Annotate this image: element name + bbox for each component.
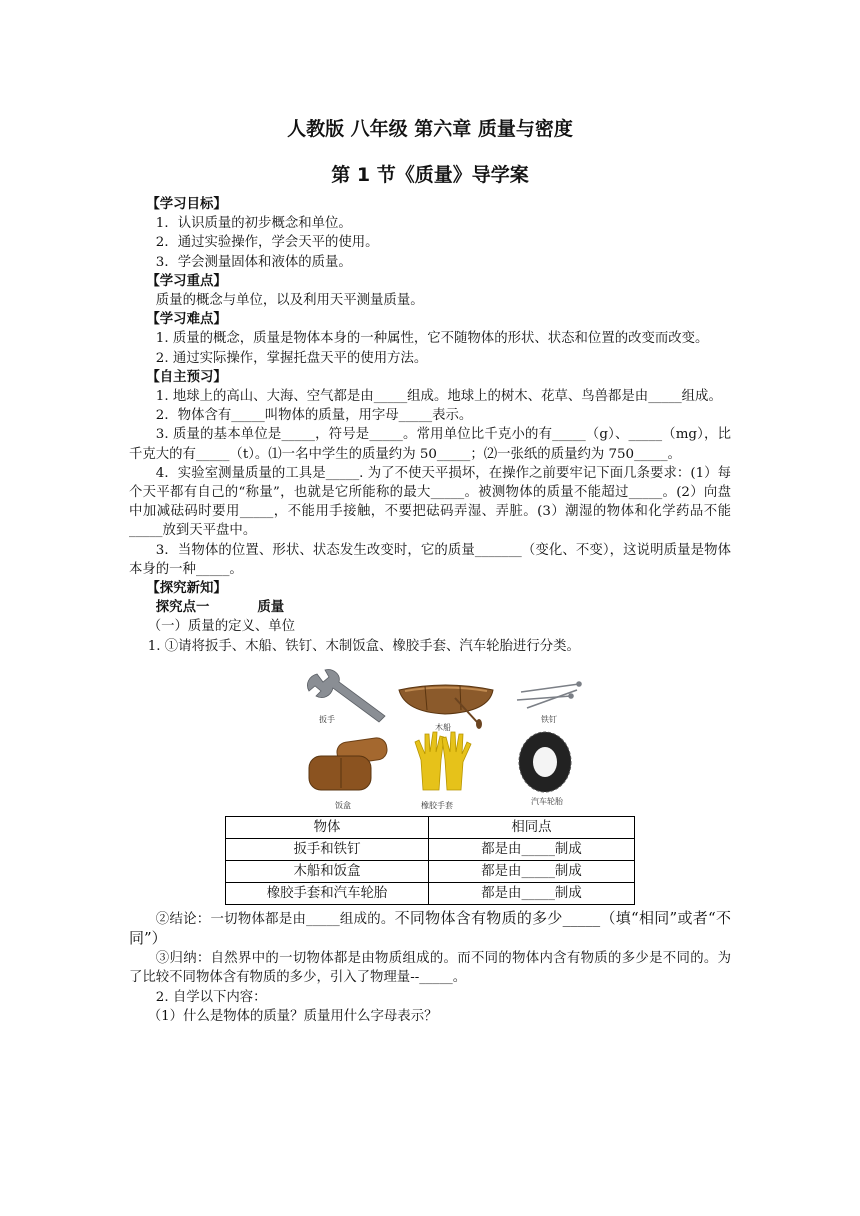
preview-heading: 【自主预习】 (146, 368, 227, 385)
difficult-points-heading: 【学习难点】 (146, 311, 227, 328)
summary: ③归纳：自然界中的一切物体都是由物质组成的。而不同的物体内含有物质的多少是不同的。为了比较不同物体含有物质的多少，引入了物理量--_____。 (129, 951, 731, 986)
table-cell: 都是由_____制成 (429, 838, 635, 860)
key-points-text: 质量的概念与单位，以及利用天平测量质量。 (155, 293, 424, 309)
objective-item: 1．认识质量的初步概念和单位。 (155, 216, 352, 232)
objects-illustration (295, 664, 591, 812)
preview-item: 1. 地球上的高山、大海、空气都是由_____组成。地球上的树木、花草、鸟兽都是由_____组成。 (155, 389, 722, 405)
table-header-row (226, 816, 635, 838)
table-header-cell: 物体 (226, 816, 429, 838)
preview-item: 3．当物体的位置、形状、状态发生改变时，它的质量_______（变化、不变），这说明质量是物体本身的一种_____。 (129, 542, 731, 577)
preview-item: 4．实验室测量质量的工具是_____. 为了不使天平损坏，在操作之前要牢记下面几条要求：(1）每个天平都有自己的“称量”，也就是它所能称的最大_____。被测物体的质量不能超过_____。(2）向盘中加减砝码时要用_____，不能用手接触，不要把砝码弄湿、弄脏。(3）潮湿的物体和化学药品不能_____放到天平盘中。 (129, 465, 731, 539)
conclusion-part-b: 不同物体含有物质的多少_____（填“相同”或者“不同”） (129, 908, 731, 948)
table-cell: 扳手和铁钉 (226, 838, 429, 860)
figure-label-wrench: 扳手 (319, 714, 335, 724)
table-cell: 橡胶手套和汽车轮胎 (226, 882, 429, 904)
figure-label-boat: 木船 (435, 722, 451, 732)
table-cell: 都是由_____制成 (429, 860, 635, 882)
document-title: 人教版 八年级 第六章 质量与密度 (287, 118, 573, 140)
lunchbox-icon (309, 737, 388, 790)
explore-point (129, 598, 731, 617)
objects-figure (295, 664, 591, 812)
table-header-cell: 相同点 (429, 816, 635, 838)
comparison-table (225, 816, 635, 905)
explore-point-label: 探究点一 (155, 599, 210, 616)
table-cell: 木船和饭盒 (226, 860, 429, 882)
table-row (226, 838, 635, 860)
explore-heading: 【探究新知】 (146, 580, 227, 597)
table-row (226, 860, 635, 882)
objective-item: 2．通过实验操作，学会天平的使用。 (155, 235, 379, 251)
question-2-1: （1）什么是物体的质量？质量用什么字母表示？ (147, 1008, 438, 1024)
figure-label-lunchbox: 饭盒 (335, 800, 351, 810)
document-subtitle: 第 1 节《质量》导学案 (331, 164, 529, 186)
conclusion (129, 909, 731, 949)
explore-point-topic: 质量 (257, 599, 285, 616)
question-1: 1. ①请将扳手、木船、铁钉、木制饭盒、橡胶手套、汽车轮胎进行分类。 (147, 638, 580, 654)
question-2: 2. 自学以下内容： (155, 989, 267, 1005)
document-body (129, 195, 731, 1026)
figure-label-tire: 汽车轮胎 (531, 796, 563, 806)
table-row (226, 882, 635, 904)
objective-item: 3．学会测量固体和液体的质量。 (155, 254, 352, 270)
difficult-item: 2. 通过实际操作，掌握托盘天平的使用方法。 (155, 350, 428, 366)
objectives-heading: 【学习目标】 (146, 196, 227, 212)
conclusion-part-a: ②结论：一切物体都是由_____组成的。 (155, 911, 395, 927)
table-cell: 都是由_____制成 (429, 882, 635, 904)
preview-item: 2．物体含有_____叫物体的质量，用字母_____表示。 (155, 408, 473, 424)
nails-icon (517, 682, 581, 708)
gloves-icon (415, 732, 471, 790)
figure-label-gloves: 橡胶手套 (421, 800, 453, 810)
preview-item: 3. 质量的基本单位是_____，符号是_____。常用单位比千克小的有_____（g）、_____（mg），比千克大的有_____（t）。⑴一名中学生的质量约为 50_____；⑵一张纸的质量约为 750_____。 (129, 427, 731, 462)
figure-label-nails: 铁钉 (541, 714, 557, 724)
tire-icon (519, 732, 571, 792)
key-points-heading: 【学习重点】 (146, 272, 227, 289)
difficult-item: 1. 质量的概念，质量是物体本身的一种属性，它不随物体的形状、状态和位置的改变而改变。 (155, 331, 709, 347)
part1-title: （一）质量的定义、单位 (147, 619, 296, 635)
